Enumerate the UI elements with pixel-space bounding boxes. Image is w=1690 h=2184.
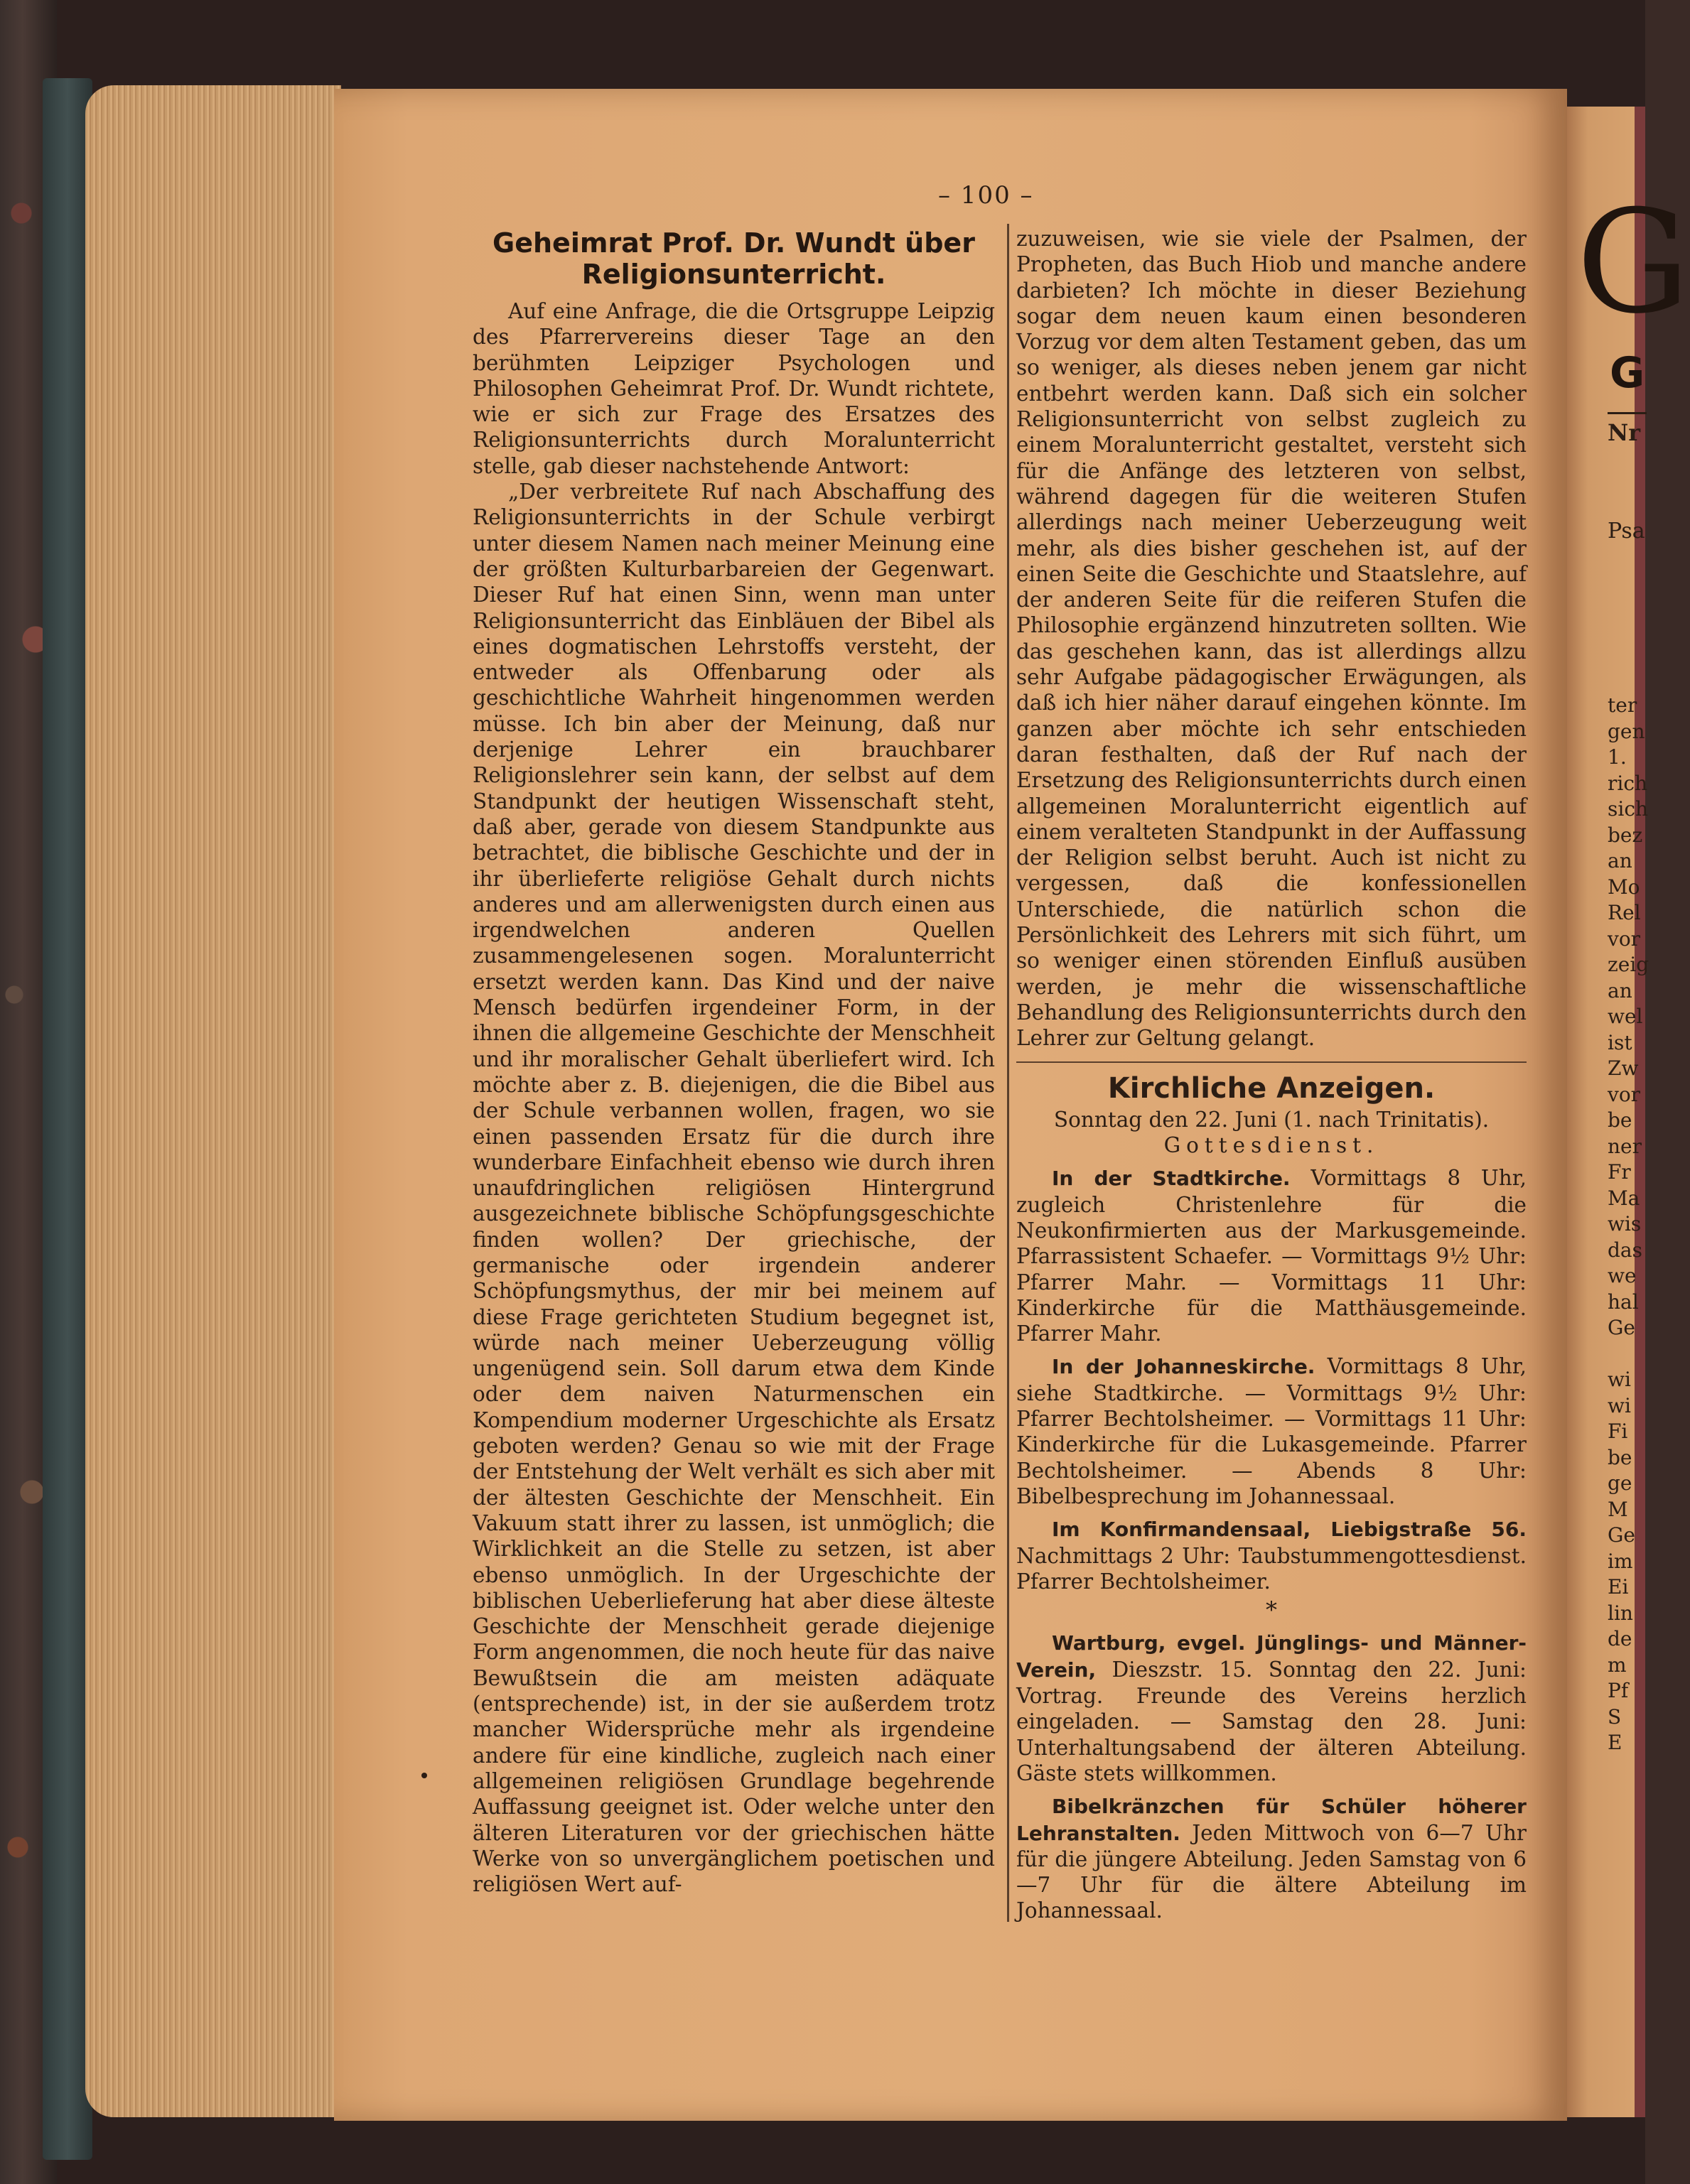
next-page-fragment: Fr: [1608, 1160, 1631, 1184]
entry-title: In der Stadtkirche.: [1052, 1167, 1291, 1191]
next-page-fragment: sich: [1608, 797, 1649, 821]
next-page-fragment: zeig: [1608, 953, 1649, 976]
next-page-fragment: an: [1608, 978, 1632, 1002]
next-page-fragment: ist: [1608, 1030, 1632, 1054]
article-column-left: [473, 227, 995, 1897]
next-page-psa: Psa: [1608, 519, 1645, 544]
entry-title: Im Konfirmandensaal, Liebigstraße 56.: [1052, 1518, 1527, 1542]
article-body-continued: zuzuweisen, wie sie viele der Psalmen, der Propheten, das Buch Hiob und manche andere darbieten? Ich möchte in dieser Beziehung sogar dem neuen kaum einen besonderen Vorzug vor dem alten Testament geben, das um so weniger, als dieses neben jenem gar nicht entbehrt werden kann. Daß sich ein solcher Religionsunterricht von selbst zugleich zu einem Moralunterricht gestaltet, versteht sich für die Anfänge des letzteren von selbst, während dagegen für die weiteren Stufen allerdings nach meiner Ueberzeugung weit mehr, als dies bisher geschehen ist, auf der einen Seite die Geschichte und Staatslehre, auf der anderen Seite für die reiferen Stufen die Philosophie ergänzend hinzutreten sollten. Wie das geschehen kann, das ist allerdings allzu sehr Aufgabe pädagogischer Erwägungen, als daß ich hier näher darauf eingehen könnte. Im ganzen aber möchte ich sehr entschieden daran festhalten, daß der Ruf nach der Ersetzung des Religionsunterrichts durch einen allgemeinen Moralunterricht eigentlich auf einem veralteten Standpunkt in der Auffassung der Religion selbst beruht. Auch ist nicht zu vergessen, daß die konfessionellen Unterschiede, die natürlich schon die Persönlichkeit des Lehrers mit sich führt, um so weniger einen störenden Einfluß ausüben werden, je mehr die wissenschaftliche Behandlung des Religionsunterrichts durch den Lehrer zur Geltung gelangt.: [1016, 227, 1527, 1051]
next-page-fragment: we: [1608, 1264, 1637, 1287]
next-page-fragment: wi: [1608, 1393, 1631, 1417]
next-page-fragment: lin: [1608, 1601, 1633, 1625]
article-intro: Auf eine Anfrage, die die Ortsgruppe Leipzig des Pfarrervereins dieser Tage an den berühmten Leipziger Psychologen und Philosophen Geheimrat Prof. Dr. Wundt richtete, wie er sich zur Frage des Ersatzes des Religionsunterrichts durch Moralunterricht stelle, gab dieser nachstehende Antwort:: [473, 299, 995, 478]
next-page-fragment: 1.: [1608, 745, 1627, 769]
next-page-fragment: [1608, 1341, 1649, 1368]
page-stack-edge: [85, 85, 341, 2117]
next-page-fragment: rich: [1608, 771, 1648, 795]
next-page-fragment: ge: [1608, 1471, 1632, 1495]
next-page-fragment: Ei: [1608, 1575, 1629, 1599]
separator-star: *: [1266, 1596, 1277, 1624]
next-page-fragment: be: [1608, 1445, 1632, 1469]
entry-text: Vormittags 8 Uhr, siehe Stadtkirche. — Vormittags 9½ Uhr: Pfarrer Bechtolsheimer. — Vormittags 11 Uhr: Kinderkirche für die Lukasgemeinde. Pfarrer Bechtolsheimer. — Abends 8 Uhr: Bibelbesprechung im Johannessaal.: [1016, 1354, 1527, 1508]
entry-text: Vormittags 8 Uhr, zugleich Christenlehre für die Neukonfirmierten aus der Markusgemeinde. Pfarrassistent Schaefer. — Vormittags 9½ Uhr: Pfarrer Mahr. — Vormittags 11 Uhr: Kinderkirche für die Matthäusgemeinde. Pfarrer Mahr.: [1016, 1166, 1527, 1346]
announcements-heading: Kirchliche Anzeigen.: [1107, 1071, 1436, 1105]
next-page-fragment: wis: [1608, 1212, 1642, 1236]
next-page-fragment: Zw: [1608, 1056, 1639, 1080]
next-page-fragment: Mo: [1608, 875, 1640, 899]
next-page-nr: Nr: [1608, 419, 1641, 446]
club-title: Bibelkränzchen für Schüler höherer Lehranstalten.: [1016, 1795, 1527, 1845]
next-page-fragment: m: [1608, 1653, 1627, 1677]
next-page-rule: [1608, 412, 1647, 414]
next-page-fragment: an: [1608, 849, 1632, 872]
next-page-fragment: vor: [1608, 1082, 1641, 1106]
next-page-fragment: vor: [1608, 926, 1641, 951]
next-page-fragment: be: [1608, 1108, 1632, 1132]
next-page-fragment: ner: [1608, 1134, 1642, 1158]
entry-stadtkirche: [1016, 1165, 1527, 1346]
next-page-fragment: Fi: [1608, 1420, 1628, 1443]
next-page-heading-fragment: G: [1610, 348, 1645, 398]
club-text: Dieszstr. 15. Sonntag den 22. Juni: Vortrag. Freunde des Vereins herzlich eingeladen. — Samstag den 28. Juni: Unterhaltungsabend der älteren Abteilung. Gäste stets willkommen.: [1016, 1657, 1527, 1785]
next-page-fragment: Rel: [1608, 901, 1641, 924]
next-page-fragment: Ge: [1608, 1523, 1635, 1547]
entry-konfirmandensaal: [1016, 1516, 1527, 1594]
next-page-fragment: ter: [1608, 693, 1637, 717]
announcement-date: Sonntag den 22. Juni (1. nach Trinitatis).: [1053, 1107, 1490, 1132]
next-page-fragment: wi: [1608, 1368, 1631, 1391]
entry-title: In der Johanneskirche.: [1052, 1355, 1315, 1379]
next-page-fragment: M: [1608, 1497, 1628, 1521]
next-page-fragment: de: [1608, 1627, 1632, 1650]
next-page-fragment: das: [1608, 1238, 1642, 1262]
next-page-fragment: E: [1608, 1731, 1622, 1754]
service-heading: Gottesdienst.: [1163, 1133, 1379, 1158]
club-bibelkraenzchen: [1016, 1793, 1527, 1923]
club-title: Wartburg, evgel. Jünglings- und Männer-Verein,: [1016, 1631, 1527, 1682]
next-page-fragment: bez: [1608, 823, 1643, 847]
article-column-right: [1016, 226, 1527, 1924]
next-page-fragment: Ma: [1608, 1186, 1640, 1210]
club-text: Jeden Mittwoch von 6—7 Uhr für die jüngere Abteilung. Jeden Samstag von 6—7 Uhr für die ältere Abteilung im Johannessaal.: [1016, 1820, 1527, 1923]
article-headline: Geheimrat Prof. Dr. Wundt über Religionsunterricht.: [493, 227, 975, 290]
next-page-initial: G: [1576, 180, 1690, 345]
next-page-fragment: wel: [1608, 1005, 1643, 1028]
article-body: „Der verbreitete Ruf nach Abschaffung des Religionsunterrichts in der Schule verbirgt unter diesem Namen nach meiner Meinung eine der größten Kulturbarbareien der Gegenwart. Dieser Ruf hat einen Sinn, wenn man unter Religionsunterricht das Einbläuen der Bibel als eines dogmatischen Lehrstoffs versteht, der entweder als Offenbarung oder als geschichtliche Wahrheit hingenommen werden müsse. Ich bin aber der Meinung, daß nur derjenige Lehrer ein brauchbarer Religionslehrer sein kann, der selbst auf dem Standpunkt der heutigen Wissenschaft steht, daß aber, gerade von diesem Standpunkte aus betrachtet, die biblische Geschichte und der in ihr überlieferte religiöse Gehalt durch nichts anderes und am allerwenigsten durch einen aus irgendwelchen anderen Quellen zusammengelesenen sogen. Moralunterricht ersetzt werden kann. Das Kind und der naive Mensch bedürfen irgendeiner Form, in der ihnen die allgemeine Geschichte der Menschheit und ihr moralischer Gehalt überliefert wird. Ich möchte aber z. B. diejenigen, die die Bibel aus der Schule verbannen wollen, fragen, wo sie einen passenden Ersatz für die durch ihre wunderbare Einfachheit ebenso wie durch ihren unaufdringlichen religiösen Hintergrund ausgezeichnete biblische Schöpfungsgeschichte finden wollen? Der griechische, der germanische oder irgendein anderer Schöpfungsmythus, der mir bei meinem auf diese Frage gerichteten Studium begegnet ist, würde nach meiner Ueberzeugung völlig ungenügend sein. Soll darum etwa dem Kinde oder dem naiven Naturmenschen ein Kompendium moderner Urgeschichte als Ersatz geboten werden? Genau so wie mit der Frage der Entstehung der Welt verhält es sich aber mit der ältesten Geschichte der Menschheit. Ein Vakuum statt ihrer zu lassen, ist unmöglich; die Wirklichkeit an die Stelle zu setzen, ist aber ebenso unmöglich. In der Urgeschichte der biblischen Ueberlieferung hat aber diese älteste Geschichte der Menschheit gerade diejenige Form angenommen, die noch heute für das naive Bewußtsein die am meisten adäquate (entsprechende) ist, in der sie außerdem trotz mancher Widersprüche mehr als irgendeine andere für eine kindliche, zugleich nach einer allgemeinen religiösen Grundlage begehrende Auffassung geeignet ist. Oder welche unter den älteren Literaturen vor der griechischen hätte Werke von so unvergänglichem poetischen und religiösen Wert auf-: [473, 480, 995, 1897]
next-page-fragment: gen: [1608, 719, 1645, 743]
entry-johanneskirche: [1016, 1353, 1527, 1509]
next-page-fragments: [1608, 693, 1649, 1756]
next-page-fragment: Pf: [1608, 1679, 1629, 1702]
entry-text: Nachmittags 2 Uhr: Taubstummengottesdienst. Pfarrer Bechtolsheimer.: [1016, 1543, 1527, 1594]
club-wartburg: [1016, 1630, 1527, 1786]
next-page-fragment: S: [1608, 1704, 1622, 1729]
ink-dot: [421, 1773, 427, 1778]
next-page-fragment: Ge: [1608, 1316, 1635, 1339]
next-page-fragment: im: [1608, 1549, 1633, 1573]
page-number: – 100 –: [938, 181, 1034, 210]
next-page-fragment: hal: [1608, 1290, 1639, 1314]
column-divider: [1007, 224, 1009, 1922]
